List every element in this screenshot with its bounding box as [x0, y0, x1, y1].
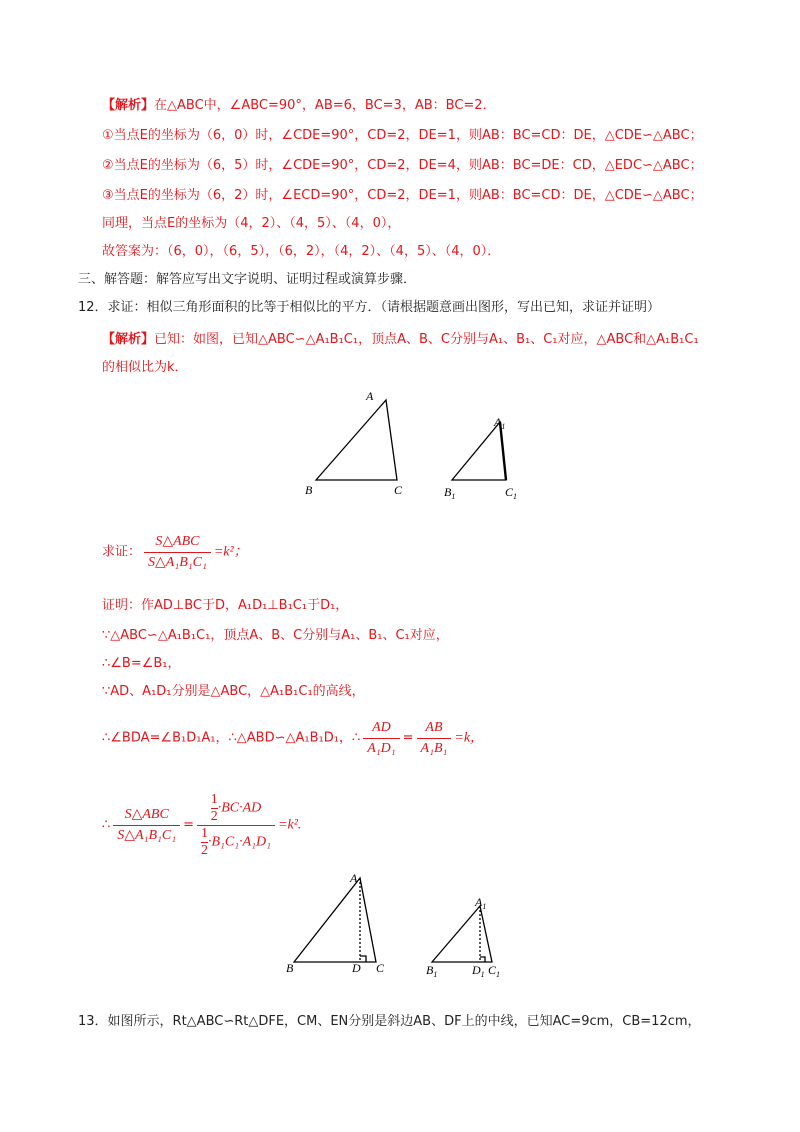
label-B1: $B_1$ [444, 485, 456, 501]
analysis-11-answer: 故答案为：（6，0），（6，5），（6，2），（4，2）、（4，5）、（4，0）． [102, 244, 501, 259]
step4-fraction-2 [417, 718, 452, 759]
triangle-a1b1c1 [452, 422, 506, 480]
q12-to-prove [102, 532, 248, 573]
analysis-11-case1: ①当点E的坐标为（6，0）时，∠CDE=90°，CD=2，DE=1，则AB：BC=CD：DE，△CDE∽△ABC； [102, 128, 703, 143]
final-lead: ∴ [102, 817, 111, 833]
bottom-rest: ·B₁C₁·A₁D₁ [208, 834, 272, 850]
q12-proof-step4 [102, 718, 484, 759]
analysis-11-same: 同理，当点E的坐标为（4，2）、（4，5）、（4，0）， [102, 216, 401, 231]
q12-proof-step1: ∵△ABC∽△A₁B₁C₁，顶点A、B、C分别与A₁、B₁、C₁对应， [102, 628, 449, 643]
label-A: A [350, 871, 358, 885]
analysis-tag: 【解析】 [102, 332, 155, 347]
triangle-abc-altitude [294, 878, 376, 962]
half-numerator: 1 [210, 792, 218, 807]
q12-proof-label: 证明：作AD⊥BC于D，A₁D₁⊥B₁C₁于D₁， [102, 598, 349, 613]
label-D: D [352, 961, 361, 975]
label-B: B [286, 961, 294, 975]
analysis-tag: 【解析】 [102, 98, 155, 113]
label-A1: $A_1$ [494, 415, 506, 431]
final-tail: =k². [278, 817, 302, 833]
fraction-denominator: A₁B₁ [420, 741, 448, 756]
analysis-11-case2: ②当点E的坐标为（6，5）时，∠CDE=90°，CD=2，DE=4，则AB：BC=DE：CD，△EDC∽△ABC； [102, 158, 703, 173]
final-fraction-right [197, 792, 275, 859]
label-C1: $C_1$ [488, 963, 501, 979]
triangle-a1b1c1-altitude [432, 906, 492, 962]
fraction-denominator: S△A₁B₁C₁ [148, 555, 207, 570]
top-rest: ·BC·AD [217, 800, 262, 816]
label-C: C [376, 961, 385, 975]
q12-given-text: 已知：如图，已知△ABC∽△A₁B₁C₁，顶点A、B、C分别与A₁、B₁、C₁对应，△ABC和△A₁B₁C₁ [154, 332, 699, 347]
fraction-numerator: AD [363, 718, 399, 739]
q12-given-line2: 的相似比为k． [102, 360, 188, 375]
analysis-11-text: 在△ABC中，∠ABC=90°，AB=6，BC=3，AB：BC=2． [154, 98, 496, 113]
fraction-numerator: S△ABC [144, 532, 211, 553]
to-prove-fraction [144, 532, 211, 573]
half-fraction [211, 792, 218, 825]
analysis-11-line1 [102, 96, 496, 116]
to-prove-tail: =k²； [213, 544, 248, 560]
half-numerator: 1 [201, 826, 208, 841]
final-equals: = [183, 817, 194, 833]
half-denominator: 2 [201, 843, 208, 858]
half-fraction [201, 826, 208, 859]
step4-equals: = [402, 730, 414, 746]
q12-final-formula [102, 792, 301, 859]
triangle-abc [316, 400, 397, 480]
q12-given-line1 [102, 330, 699, 350]
question-12-stem: 12．求证：相似三角形面积的比等于相似比的平方．（请根据题意画出图形，写出已知，求证并证明） [78, 300, 661, 315]
q12-proof-step3: ∵AD、A₁D₁分别是△ABC，△A₁B₁C₁的高线， [102, 684, 365, 699]
fraction-denominator: A₁D₁ [367, 741, 396, 756]
fraction-denominator: S△A₁B₁C₁ [117, 828, 177, 843]
step4-text: ∴∠BDA=∠B₁D₁A₁，∴△ABD∽△A₁B₁D₁，∴ [102, 730, 361, 746]
step4-fraction-1 [363, 718, 399, 759]
analysis-11-case3: ③当点E的坐标为（6，2）时，∠ECD=90°，CD=2，DE=1，则AB：BC=CD：DE，△CDE∽△ABC； [102, 188, 703, 203]
label-C1: $C_1$ [505, 485, 518, 501]
fraction-denominator [197, 826, 275, 859]
figure-triangles-with-altitudes [280, 868, 520, 984]
label-B1: $B_1$ [426, 963, 438, 979]
half-denominator: 2 [210, 809, 218, 824]
label-A1: $A_1$ [475, 895, 487, 911]
section-3-heading: 三、解答题：解答应写出文字说明、证明过程或演算步骤． [78, 272, 417, 287]
fraction-numerator: S△ABC [113, 805, 180, 826]
label-B: B [305, 483, 313, 497]
label-C: C [394, 483, 403, 497]
final-fraction-left [113, 805, 180, 846]
label-A: A [366, 389, 374, 403]
figure-similar-triangles [300, 386, 540, 504]
step4-tail: =k， [454, 730, 485, 746]
to-prove-label: 求证： [102, 544, 142, 560]
q12-proof-step2: ∴∠B=∠B₁， [102, 656, 181, 671]
question-13-stem: 13．如图所示，Rt△ABC∽Rt△DFE，CM、EN分别是斜边AB、DF上的中线，已知AC=9cm，CB=12cm， [78, 1014, 701, 1029]
label-D1: $D_1$ [472, 963, 485, 979]
fraction-numerator: AB [417, 718, 452, 739]
fraction-numerator [197, 792, 275, 826]
